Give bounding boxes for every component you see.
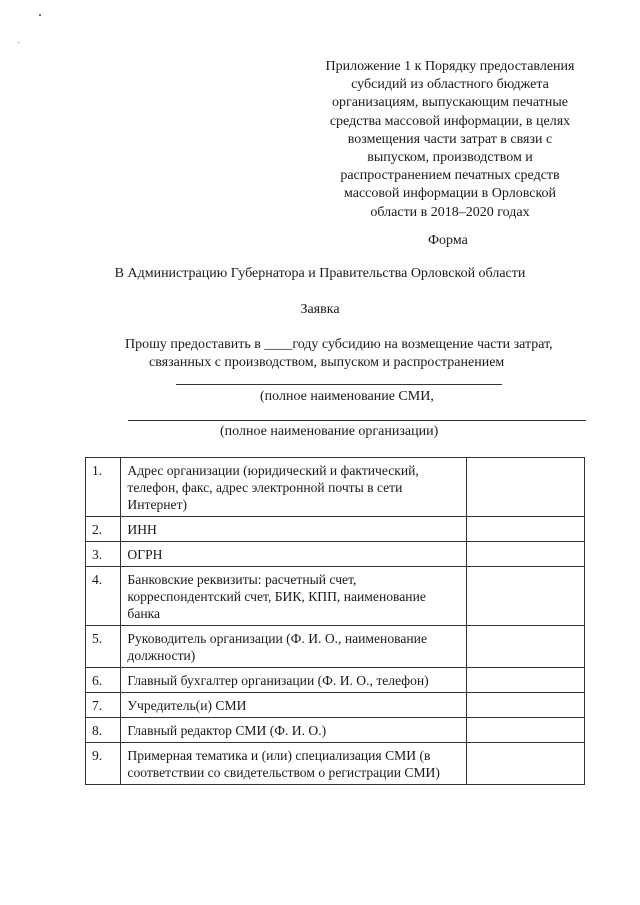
row-number: 5. [86, 626, 121, 668]
row-number: 7. [86, 693, 121, 718]
row-label: Примерная тематика и (или) специализация СМИ (в соответствии со свидетельством о регистрации СМИ) [121, 743, 466, 785]
scan-speck [18, 42, 19, 43]
appendix-note [300, 58, 600, 222]
row-value-cell [466, 542, 584, 567]
row-label: Главный редактор СМИ (Ф. И. О.) [121, 718, 466, 743]
table-row [86, 567, 585, 626]
appendix-line: организациям, выпускающим печатные [331, 95, 569, 111]
row-label: Главный бухгалтер организации (Ф. И. О., телефон) [121, 668, 466, 693]
addressee: В Администрацию Губернатора и Правительства Орловской области [114, 266, 526, 281]
scan-speck [39, 14, 41, 16]
table-row [86, 626, 585, 668]
row-value-cell [466, 567, 584, 626]
row-label: Руководитель организации (Ф. И. О., наименование должности) [121, 626, 466, 668]
table-row [86, 517, 585, 542]
form-label: Форма [428, 233, 468, 248]
row-label: Адрес организации (юридический и фактический, телефон, факс, адрес электронной почты в сети Интернет) [121, 458, 466, 517]
row-value-cell [466, 517, 584, 542]
appendix-line: субсидий из областного бюджета [351, 77, 549, 93]
row-number: 1. [86, 458, 121, 517]
table-row [86, 693, 585, 718]
row-label: ОГРН [121, 542, 466, 567]
row-label: Банковские реквизиты: расчетный счет, корреспондентский счет, БИК, КПП, наименование банка [121, 567, 466, 626]
appendix-line: области в 2018–2020 годах [370, 204, 530, 220]
table-row [86, 458, 585, 517]
row-value-cell [466, 718, 584, 743]
row-value-cell [466, 458, 584, 517]
row-value-cell [466, 743, 584, 785]
row-number: 8. [86, 718, 121, 743]
row-number: 4. [86, 567, 121, 626]
table-row [86, 668, 585, 693]
table-row [86, 542, 585, 567]
row-number: 9. [86, 743, 121, 785]
row-number: 2. [86, 517, 121, 542]
row-value-cell [466, 668, 584, 693]
appendix-line: Приложение 1 к Порядку предоставления [325, 59, 575, 74]
appendix-line: массовой информации в Орловской [343, 186, 557, 202]
appendix-line: возмещения части затрат в связи с [347, 131, 553, 147]
table-row [86, 718, 585, 743]
row-value-cell [466, 626, 584, 668]
row-value-cell [466, 693, 584, 718]
row-number: 6. [86, 668, 121, 693]
appendix-line: распространением печатных средств [340, 168, 560, 184]
row-label: Учредитель(и) СМИ [121, 693, 466, 718]
request-text-line-1: Прошу предоставить в ____году субсидию на возмещение части затрат, [125, 337, 553, 352]
appendix-line: выпуском, производством и [367, 150, 533, 166]
row-number: 3. [86, 542, 121, 567]
document-title: Заявка [300, 302, 340, 317]
media-name-blank-line [176, 384, 502, 385]
appendix-line: средства массовой информации, в целях [329, 113, 571, 129]
application-form-table [85, 457, 585, 785]
organization-name-caption: (полное наименование организации) [220, 424, 439, 439]
request-text-line-2: связанных с производством, выпуском и распространением [149, 355, 505, 370]
table-row [86, 743, 585, 785]
organization-name-blank-line [128, 420, 586, 421]
row-label: ИНН [121, 517, 466, 542]
media-name-caption: (полное наименование СМИ, [260, 389, 434, 404]
